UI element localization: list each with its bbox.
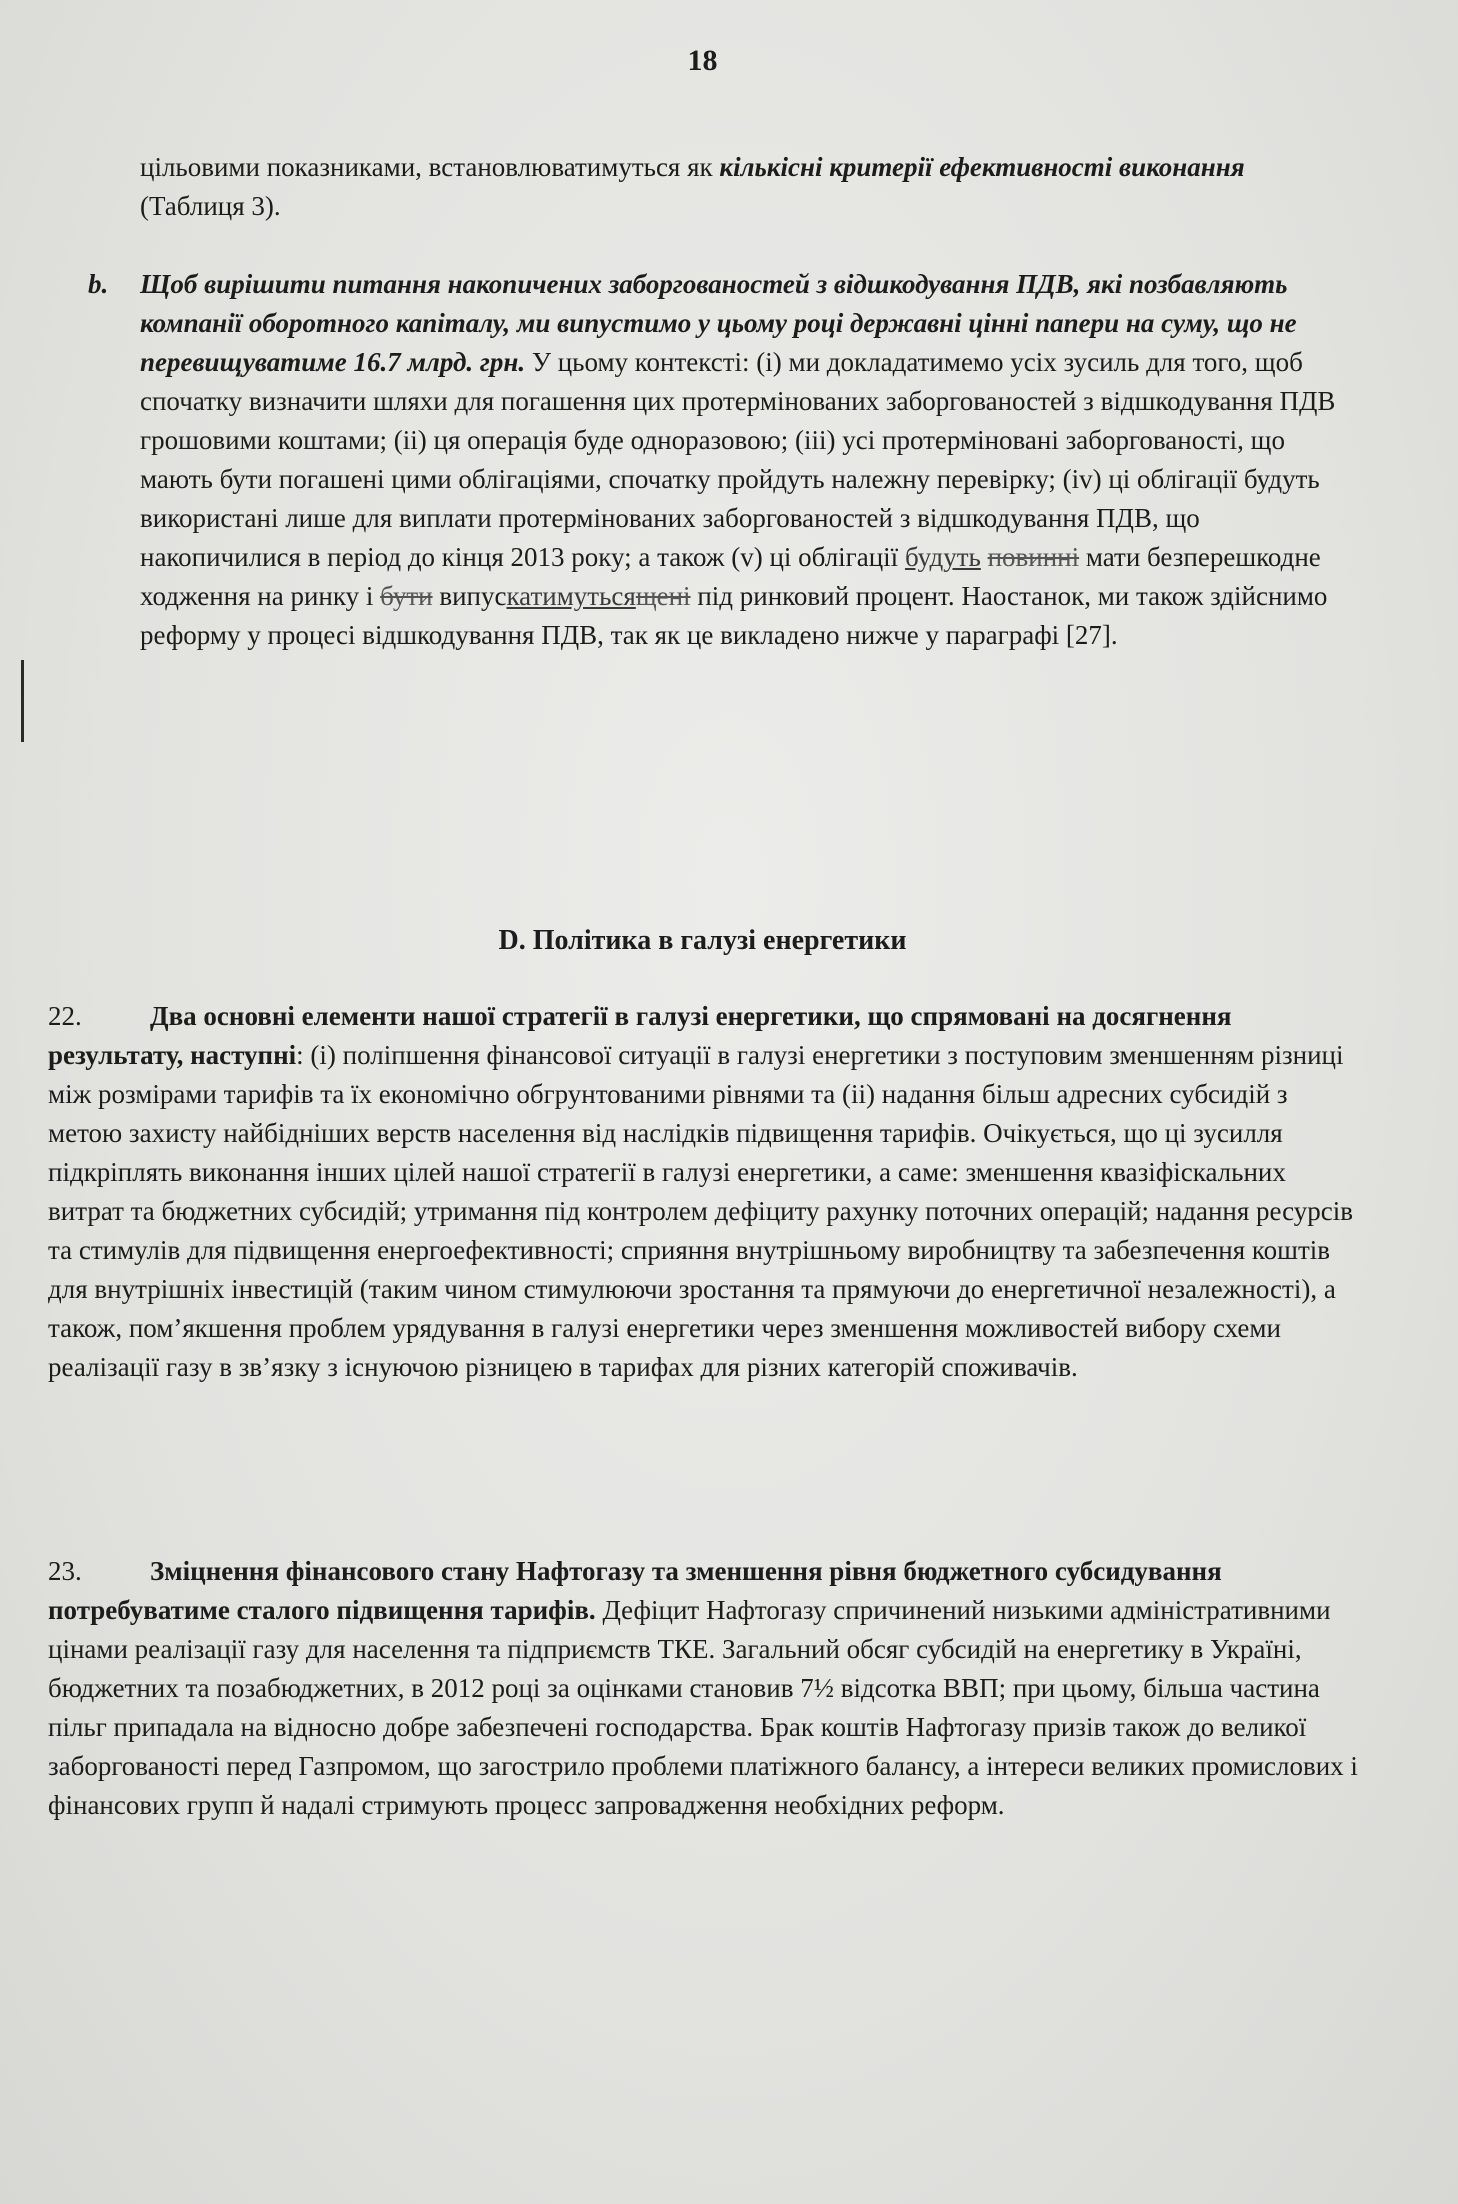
- item-b-text: під ринковий процент. Наостанок, ми також здійснимо реформу у процесі відшкодування ПДВ, так як це викладено нижче у параграфі [27].: [140, 581, 1328, 650]
- paragraph-number: 23.: [48, 1556, 82, 1586]
- inserted-text: катимуться: [506, 581, 636, 611]
- intro-text: цільовими показниками, встановлюватимуться як: [140, 152, 720, 182]
- item-b-emphasis: Щоб вирішити питання накопичених заборгованостей з відшкодування ПДВ, які позбавляють компанії оборотного капіталу, ми випустимо у цьому році державні цінні папери на суму, що не перевищуватиме 16.7 млрд. грн.: [140, 269, 1297, 377]
- item-b-text: мати безперешкодне ходження на ринку і: [140, 542, 1321, 611]
- paragraph-23-text: Дефіцит Нафтогазу спричинений низькими адміністративними цінами реалізації газу для населення та підприємств ТКЕ. Загальний обсяг субсидій на енергетику в Україні, бюджетних та позабюджетних, в 2012 році за оцінками становив 7½ відсотка ВВП; при цьому, більша частина пільг припадала на відносно добре забезпечені господарства. Брак коштів Нафтогазу призів також до великої заборгованості перед Газпромом, що загострило проблеми платіжного балансу, а інтереси великих промислових і фінансових групп й надалі стримують процесс запровадження необхідних реформ.: [48, 1595, 1358, 1820]
- page-number: 18: [687, 44, 718, 77]
- deleted-text: повинні: [987, 542, 1080, 572]
- intro-text-end: (Таблиця 3).: [140, 191, 281, 221]
- deleted-text: бути: [380, 581, 433, 611]
- paragraph-22-lead: Два основні елементи нашої стратегії в галузі енергетики, що спрямовані на досягнення результату, наступні: [48, 1001, 1232, 1070]
- inserted-text: будуть: [904, 542, 981, 572]
- revision-change-bar: [21, 660, 24, 742]
- item-b-text: випус: [432, 581, 507, 611]
- section-heading: D. Політика в галузі енергетики: [498, 925, 907, 956]
- paragraph-22-text: : (і) поліпшення фінансової ситуації в галузі енергетики з поступовим зменшенням різниці між розмірами тарифів та їх економічно обгрунтованими рівнями та (іі) надання більш адресних субсидій з метою захисту найбідніших верств населення від наслідків підвищення тарифів. Очікується, що ці зусилля підкріплять виконання інших цілей нашої стратегії в галузі енергетики, а саме: зменшення квазіфіскальних витрат та бюджетних субсидій; утримання під контролем дефіциту рахунку поточних операцій; надання ресурсів та стимулів для підвищення енергоефективності; сприяння внутрішньому виробництву та забезпечення коштів для внутрішніх інвестицій (таким чином стимулюючи зростання та прямуючи до енергетичної незалежності), а також, пом’якшення проблем урядування в галузі енергетики через зменшення можливостей вибору схеми реалізації газу в зв’язку з існуючою різницею в тарифах для різних категорій споживачів.: [48, 1040, 1354, 1382]
- paragraph-23-lead: Зміцнення фінансового стану Нафтогазу та зменшення рівня бюджетного субсидування потребуватиме сталого підвищення тарифів.: [48, 1556, 1222, 1625]
- deleted-text: щені: [635, 581, 691, 611]
- paragraph-number: 22.: [48, 1001, 82, 1031]
- paragraph-22: [48, 997, 1368, 1387]
- paragraph-23: [48, 1552, 1368, 1825]
- item-b-text: У цьому контексті: (і) ми докладатимемо усіх зусиль для того, щоб спочатку визначити шляхи для погашення цих протермінованих заборгованостей з відшкодування ПДВ грошовими коштами; (ii) ця операція буде одноразовою; (iii) усі протерміновані заборгованості, що мають бути погашені цими облігаціями, спочатку пройдуть належну перевірку; (iv) ці облігації будуть використані лише для виплати протермінованих заборгованостей з відшкодування ПДВ, що накопичилися в період до кінця 2013 року; а також (v) ці облігації: [140, 347, 1336, 572]
- item-b-paragraph: [88, 265, 1340, 655]
- intro-emphasis: кількісні критерії ефективності виконання: [719, 152, 1245, 182]
- intro-paragraph: [140, 148, 1330, 226]
- item-b-marker: b.: [88, 269, 109, 299]
